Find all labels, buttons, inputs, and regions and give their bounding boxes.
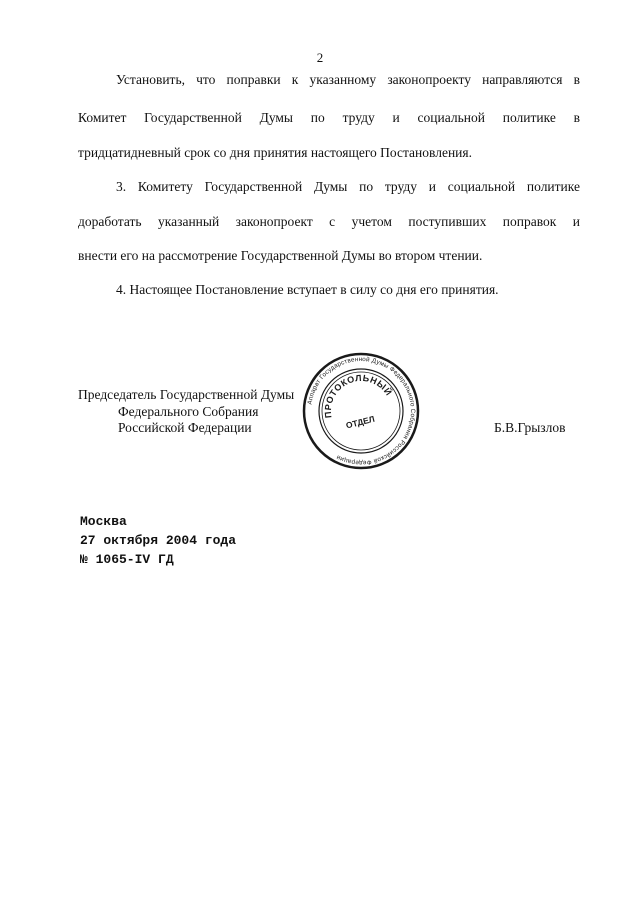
paragraph-4-line-1: 4. Настоящее Постановление вступает в силу со дня его принятия.: [116, 282, 499, 297]
footer-date: 27 октября 2004 года: [80, 533, 237, 548]
signatory-title-line-2: Федерального Собрания: [118, 404, 259, 419]
official-stamp: [302, 352, 420, 470]
footer-city: Москва: [80, 514, 127, 529]
paragraph-3-line-2: доработать указанный законопроект с учетом поступивших поправок и: [78, 214, 580, 229]
stamp-outer-text: Аппарат Государственной Думы Федерального Собрания Российской Федерации: [306, 355, 417, 467]
page-number: 2: [316, 50, 324, 65]
paragraph-2-line-2: Комитет Государственной Думы по труду и социальной политике в: [78, 110, 580, 125]
stamp-seal-icon: [302, 352, 420, 470]
stamp-center-text: ОТДЕЛ: [344, 413, 376, 431]
stamp-outer-ring: [304, 354, 418, 468]
paragraph-3-line-3: внести его на рассмотрение Государственной Думы во втором чтении.: [78, 248, 483, 263]
paragraph-2-line-1: Установить, что поправки к указанному законопроекту направляются в: [116, 72, 580, 87]
paragraph-2-line-3: тридцатидневный срок со дня принятия настоящего Постановления.: [78, 145, 472, 160]
stamp-inner-text: ПРОТОКОЛЬНЫЙ: [322, 372, 395, 419]
paragraph-3-line-1: 3. Комитету Государственной Думы по труду и социальной политике: [116, 179, 580, 194]
footer-document-number: № 1065-IV ГД: [80, 552, 174, 567]
stamp-inner-ring: [322, 372, 400, 450]
signatory-title-line-1: Председатель Государственной Думы: [78, 387, 295, 402]
signatory-title-line-3: Российской Федерации: [118, 420, 252, 435]
signatory-name: Б.В.Грызлов: [494, 420, 566, 435]
